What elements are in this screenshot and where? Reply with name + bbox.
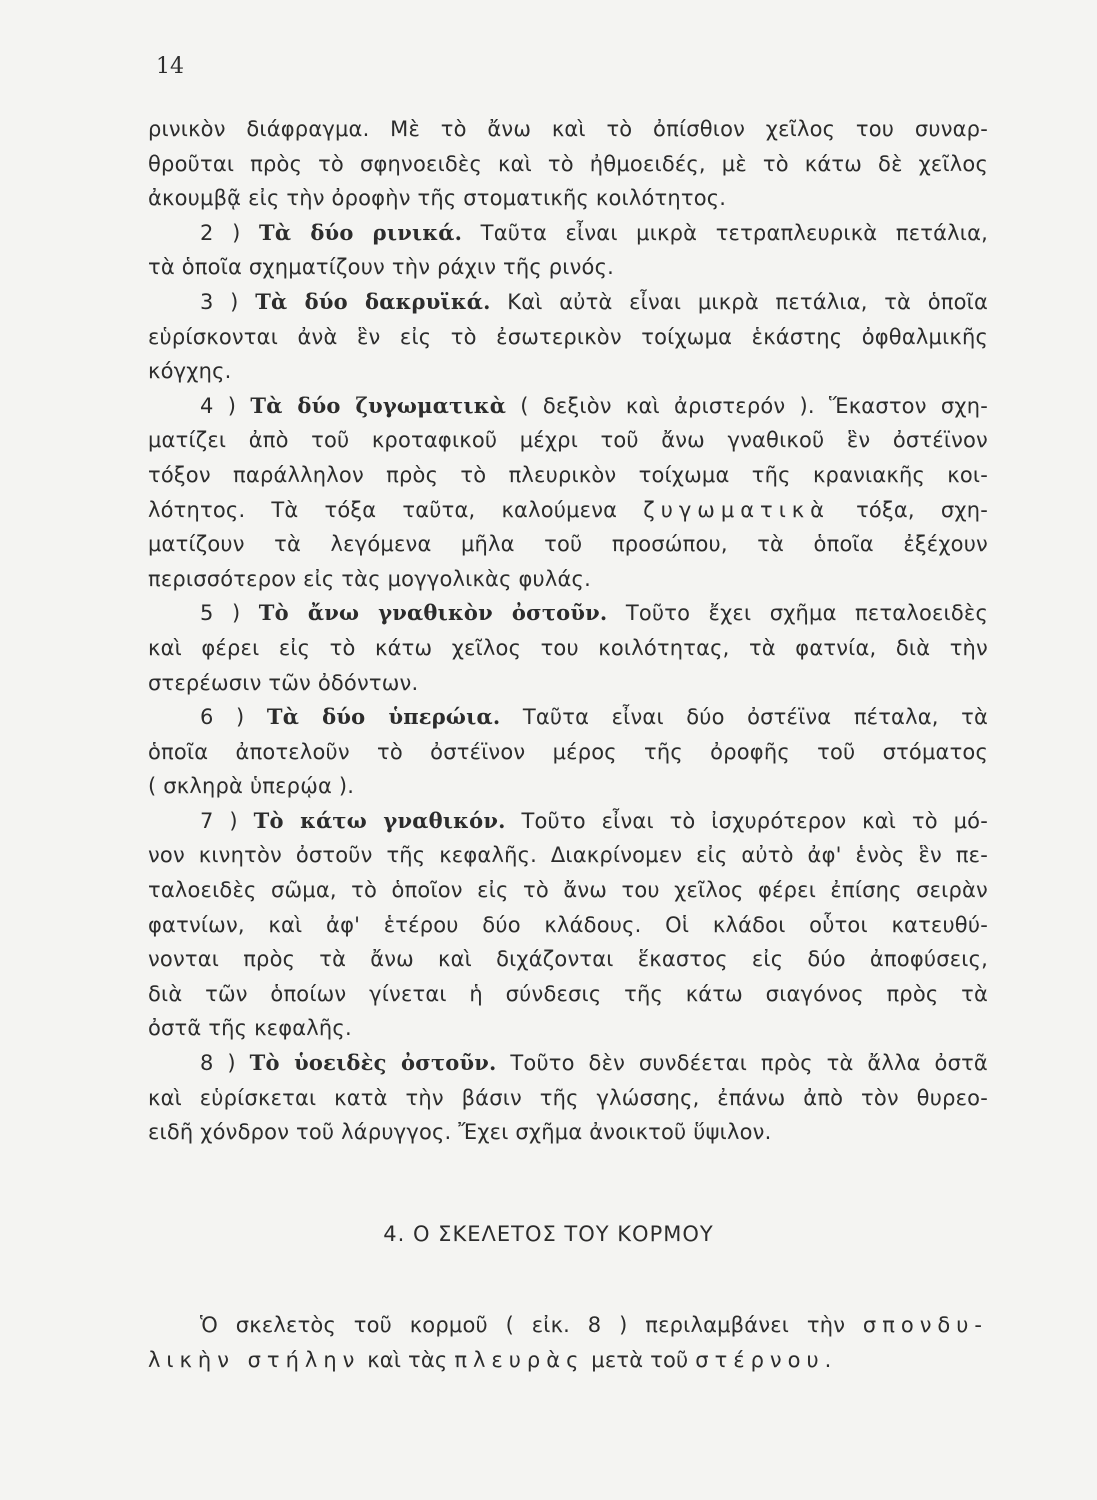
item-number: 2 ) (200, 220, 259, 245)
item-heading: Τὰ δύο δακρυϊκά. (255, 288, 491, 314)
line-text: νον κινητὸν ὀστοῦν τῆς κεφαλῆς. Διακρίνομεν εἰς αὐτὸ ἀφ' ἑνὸς ἓν πε- (148, 843, 988, 868)
line-text: ὀστᾶ τῆς κεφαλῆς. (148, 1016, 352, 1041)
closing-line-2 (148, 1343, 988, 1378)
text-line (148, 1081, 988, 1116)
item-number: 6 ) (200, 705, 267, 730)
line-text: τὰ ὁποῖα σχηματίζουν τὴν ράχιν τῆς ρινός. (148, 255, 614, 280)
line-text: λότητος. Τὰ τόξα ταῦτα, καλούμενα (148, 497, 644, 522)
item-heading: Τὰ δύο ρινικά. (259, 219, 463, 245)
text-line (148, 769, 988, 804)
text-line (148, 285, 988, 320)
line-text: κόγχης. (148, 359, 232, 384)
line-text: ἀκουμβᾷ εἰς τὴν ὀροφὴν τῆς στοματικῆς κοιλότητος. (148, 186, 727, 211)
line-text: Ταῦτα εἶναι δύο ὀστέϊνα πέταλα, τὰ (500, 705, 988, 730)
line-text: ( σκληρὰ ὑπερῴα ). (148, 774, 355, 799)
item-heading: Τὸ κάτω γναθικόν. (253, 807, 506, 833)
closing-paragraph (148, 1308, 988, 1377)
line-text: νονται πρὸς τὰ ἄνω καὶ διχάζονται ἕκαστος εἰς δύο ἀποφύσεις, (148, 947, 988, 972)
item-heading: Τὰ δύο ζυγωματικὰ (250, 392, 507, 418)
line-text: ειδῆ χόνδρον τοῦ λάρυγγος. Ἔχει σχῆμα ἀνοικτοῦ ὕψιλον. (148, 1120, 772, 1145)
line-text: ( δεξιὸν καὶ ἀριστερόν ). Ἕκαστον σχη- (506, 393, 988, 418)
item-heading: Τὸ ἄνω γναθικὸν ὀστοῦν. (258, 600, 608, 626)
closing-spaced-term: σπονδυ- (862, 1313, 988, 1337)
closing-text: Ὁ σκελετὸς τοῦ κορμοῦ ( εἰκ. 8 ) περιλαμβάνει τὴν (200, 1313, 863, 1337)
line-text: τόξα, σχη- (830, 497, 988, 522)
text-line (148, 562, 988, 597)
text-line (148, 458, 988, 493)
line-text: Καὶ αὐτὰ εἶναι μικρὰ πετάλια, τὰ ὁποῖα (490, 289, 988, 314)
line-text: καὶ φέρει εἰς τὸ κάτω χεῖλος του κοιλότητας, τὰ φατνία, διὰ τὴν (148, 635, 988, 660)
line-text: ὁποῖα ἀποτελοῦν τὸ ὀστέϊνον μέρος τῆς ὀροφῆς τοῦ στόματος (148, 739, 988, 764)
main-text (148, 112, 988, 1150)
item-number: 8 ) (200, 1051, 250, 1076)
item-heading: Τὸ ὑοειδὲς ὀστοῦν. (249, 1050, 497, 1076)
line-text: διὰ τῶν ὁποίων γίνεται ἡ σύνδεσις τῆς κάτω σιαγόνος πρὸς τὰ (148, 981, 988, 1006)
line-text: ματίζει ἀπὸ τοῦ κροταφικοῦ μέχρι τοῦ ἄνω γναθικοῦ ἓν ὀστέϊνον (148, 428, 988, 453)
text-line (148, 493, 988, 528)
line-text: Τοῦτο δὲν συνδέεται πρὸς τὰ ἄλλα ὀστᾶ (496, 1051, 988, 1076)
item-number: 4 ) (200, 393, 251, 418)
line-text: ταλοειδὲς σῶμα, τὸ ὁποῖον εἰς τὸ ἄνω του χεῖλος φέρει ἐπίσης σειρὰν (148, 878, 988, 903)
text-line (148, 216, 988, 251)
closing-spaced-term: πλευρὰς (454, 1347, 585, 1372)
closing-line-1 (148, 1308, 988, 1343)
item-number: 5 ) (200, 601, 259, 626)
text-line (148, 735, 988, 770)
text-line (148, 631, 988, 666)
text-line (148, 320, 988, 355)
text-line (148, 147, 988, 182)
text-line (148, 250, 988, 285)
line-text: εὑρίσκονται ἀνὰ ἓν εἰς τὸ ἐσωτερικὸν τοίχωμα ἑκάστης ὀφθαλμικῆς (148, 324, 988, 349)
closing-text: καὶ τὰς (360, 1347, 455, 1372)
text-line (148, 908, 988, 943)
line-text: ρινικὸν διάφραγμα. Μὲ τὸ ἄνω καὶ τὸ ὀπίσθιον χεῖλος του συναρ- (148, 117, 988, 141)
closing-spaced-term: στέρνου. (695, 1347, 838, 1372)
line-text: θροῦται πρὸς τὸ σφηνοειδὲς καὶ τὸ ἠθμοειδές, μὲ τὸ κάτω δὲ χεῖλος (148, 151, 988, 176)
text-line (148, 596, 988, 631)
section-title: 4. Ο ΣΚΕΛΕΤΟΣ ΤΟΥ ΚΟΡΜΟΥ (383, 1222, 714, 1246)
closing-spaced-term: λικὴν στήλην (148, 1347, 361, 1372)
text-line (148, 977, 988, 1012)
line-text: ματίζουν τὰ λεγόμενα μῆλα τοῦ προσώπου, τὰ ὁποῖα ἐξέχουν (148, 532, 988, 557)
spaced-term: ζυγωματικὰ (643, 497, 831, 522)
line-text: Ταῦτα εἶναι μικρὰ τετραπλευρικὰ πετάλια, (462, 220, 988, 245)
text-line (148, 181, 988, 216)
page-number: 14 (156, 54, 184, 79)
text-line (148, 112, 988, 147)
text-line (148, 804, 988, 839)
item-number: 3 ) (200, 289, 256, 314)
text-line (148, 1011, 988, 1046)
text-line (148, 1115, 988, 1150)
item-heading: Τὰ δύο ὑπερώια. (266, 704, 501, 730)
line-text: Τοῦτο ἔχει σχῆμα πεταλοειδὲς (607, 601, 988, 626)
line-text: φατνίων, καὶ ἀφ' ἑτέρου δύο κλάδους. Οἱ κλάδοι οὗτοι κατευθύ- (148, 912, 988, 937)
text-line (148, 666, 988, 701)
text-line (148, 942, 988, 977)
line-text: καὶ εὑρίσκεται κατὰ τὴν βάσιν τῆς γλώσσης, ἐπάνω ἀπὸ τὸν θυρεο- (148, 1085, 988, 1110)
text-line (148, 527, 988, 562)
line-text: στερέωσιν τῶν ὀδόντων. (148, 670, 419, 695)
text-line (148, 1046, 988, 1081)
line-text: Τοῦτο εἶναι τὸ ἰσχυρότερον καὶ τὸ μό- (505, 808, 988, 833)
text-line (148, 354, 988, 389)
item-number: 7 ) (200, 808, 254, 833)
closing-text: μετὰ τοῦ (584, 1347, 696, 1372)
text-line (148, 700, 988, 735)
line-text: περισσότερον εἰς τὰς μογγολικὰς φυλάς. (148, 566, 591, 591)
line-text: τόξον παράλληλον πρὸς τὸ πλευρικὸν τοίχωμα τῆς κρανιακῆς κοι- (148, 462, 988, 487)
text-line (148, 389, 988, 424)
text-line (148, 423, 988, 458)
text-line (148, 838, 988, 873)
text-line (148, 873, 988, 908)
